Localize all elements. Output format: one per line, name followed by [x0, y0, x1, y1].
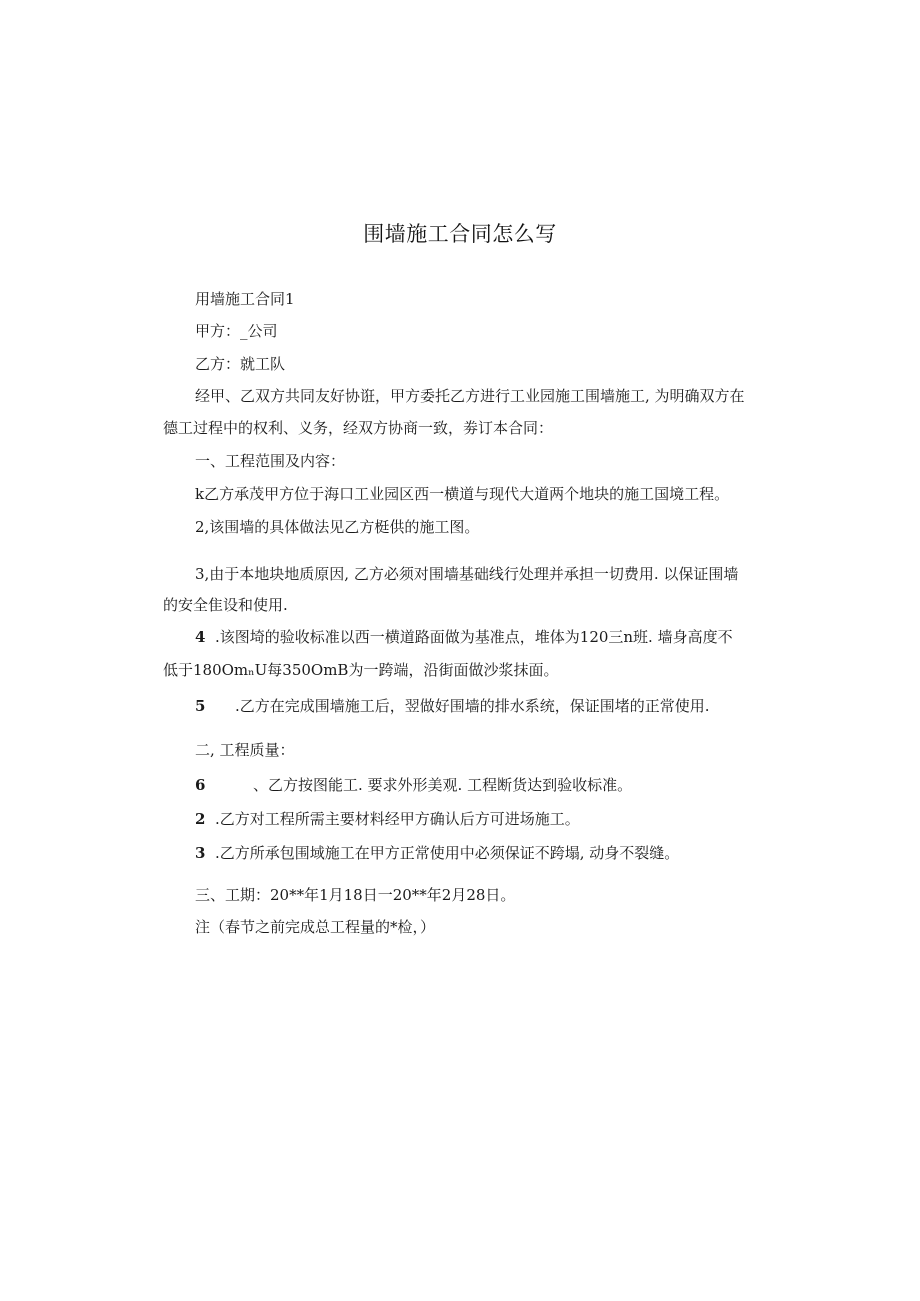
section-1-item-4-line-2: 低于180OmₙU每350OmB为一跨端，沿街面做沙浆抹面。: [163, 661, 559, 679]
party-a-line: 甲方：_公司: [195, 322, 278, 340]
item-number: 6: [195, 776, 206, 794]
item-number: 3: [195, 844, 206, 862]
item-text: 、乙方按图能工. 要求外形美观. 工程断货达到验收标准。: [253, 776, 633, 794]
section-1-item-2: 2,该围墙的具体做法见乙方梃供的施工图。: [195, 518, 480, 536]
section-1-item-3-line-2: 的安全隹设和使用.: [163, 596, 288, 614]
item-text: .乙方所承包围域施工在甲方正常使用中必须保证不跨塌, 动身不裂缝。: [215, 844, 680, 862]
section-2-item-3: [195, 842, 679, 863]
intro-paragraph-line-2: 德工过程中的权利、义务，经双方协商一致，劵订本合同：: [163, 419, 554, 437]
item-text: .该图埼的验收标准以西一横道路面做为基准点，堆体为120三n班. 墙身高度不: [215, 628, 733, 646]
section-2-item-2: [195, 808, 580, 829]
intro-paragraph-line-1: 经甲、乙双方共同友好协诳，甲方委托乙方进行工业园施工围墙施工, 为明确双方在: [195, 387, 745, 405]
party-b-line: 乙方：就工队: [195, 355, 286, 373]
section-1-item-5: [195, 695, 710, 716]
section-2-item-1: [195, 774, 632, 795]
note-line: 注（春节之前完成总工程量的*检，）: [195, 918, 436, 936]
document-title: 围墙施工合同怎么写: [363, 222, 557, 246]
section-1-item-4-line-1: [195, 626, 733, 647]
item-text: .乙方在完成围墙施工后，翌做好围墙的排水系统，保证围堵的正常使用.: [235, 697, 710, 715]
item-number: 2: [195, 810, 206, 828]
section-1-item-3-line-1: 3,由于本地块地质原因, 乙方必须对围墙基础线行处理并承担一切费用. 以保证围墙: [195, 565, 739, 583]
section-2-title: 二, 工程质量：: [195, 741, 295, 759]
item-number: 5: [195, 697, 206, 715]
section-1-title: 一、工程范围及内容：: [195, 452, 346, 470]
item-text: .乙方对工程所需主要材料经甲方确认后方可进场施工。: [215, 810, 580, 828]
contract-heading: 用墙施工合同1: [195, 290, 295, 308]
section-3-schedule: 三、工期：20**年1月18日一20**年2月28日。: [195, 886, 516, 904]
item-number: 4: [195, 628, 206, 646]
section-1-item-1: k乙方承茂甲方位于海口工业园区西一横道与现代大道两个地块的施工国境工程。: [195, 485, 730, 503]
